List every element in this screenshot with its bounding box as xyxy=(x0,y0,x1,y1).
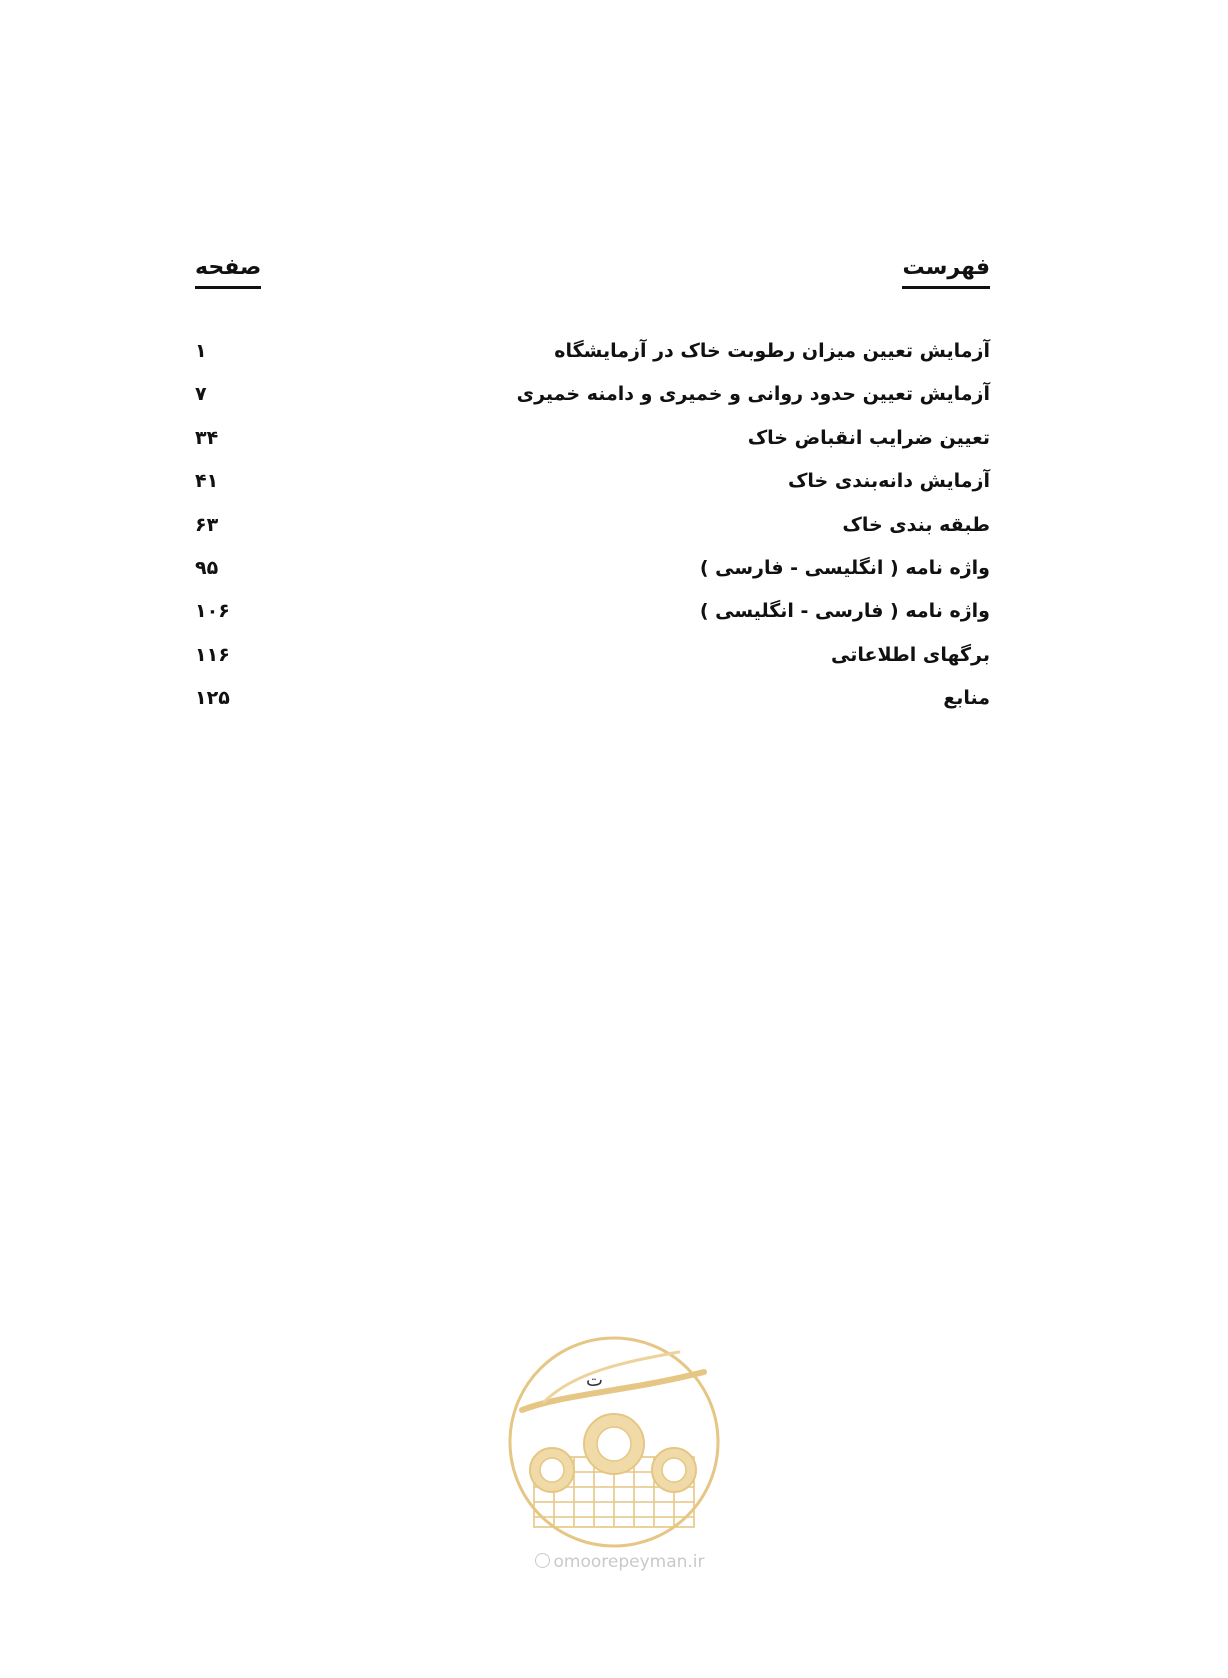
toc-entry-page: ۳۴ xyxy=(195,426,219,449)
page-number-letter: ت xyxy=(586,1370,603,1391)
toc-entry-title: برگهای اطلاعاتی xyxy=(830,643,990,666)
toc-entry-title: واژه نامه ( انگلیسی - فارسی ) xyxy=(699,556,990,579)
toc-row[interactable] xyxy=(195,340,990,383)
toc-row[interactable] xyxy=(195,687,990,730)
toc-row[interactable] xyxy=(195,557,990,600)
toc-entry-title: واژه نامه ( فارسی - انگلیسی ) xyxy=(699,600,990,623)
toc-entry-page: ۱۱۶ xyxy=(195,643,230,666)
toc-entry-title: آزمایش تعیین حدود روانی و خمیری و دامنه خمیری xyxy=(516,383,990,406)
toc-entry-page: ۷ xyxy=(195,383,207,406)
toc-row[interactable] xyxy=(195,644,990,687)
toc-entry-page: ۴۱ xyxy=(195,470,219,493)
toc-heading: فهرست xyxy=(902,255,990,289)
globe-icon xyxy=(535,1553,550,1568)
toc-row[interactable] xyxy=(195,427,990,470)
table-of-contents xyxy=(195,340,990,731)
toc-entry-page: ۱۲۵ xyxy=(195,687,230,710)
toc-row[interactable] xyxy=(195,470,990,513)
toc-entry-page: ۹۵ xyxy=(195,556,219,579)
toc-entry-title: منابع xyxy=(943,687,990,710)
toc-row[interactable] xyxy=(195,600,990,643)
toc-entry-page: ۱۰۶ xyxy=(195,600,230,623)
toc-entry-title: آزمایش دانه‌بندی خاک xyxy=(787,470,990,493)
watermark-url xyxy=(520,1552,720,1572)
toc-row[interactable] xyxy=(195,383,990,426)
toc-entry-title: آزمایش تعیین میزان رطوبت خاک در آزمایشگاه xyxy=(554,340,990,362)
toc-entry-title: طبقه بندی خاک xyxy=(842,513,990,536)
toc-row[interactable] xyxy=(195,514,990,557)
page-column-heading: صفحه xyxy=(195,255,261,289)
toc-entry-page: ۱ xyxy=(195,340,207,362)
watermark-logo-icon xyxy=(504,1332,724,1552)
toc-entry-page: ۶۳ xyxy=(195,513,219,536)
toc-entry-title: تعیین ضرایب انقباض خاک xyxy=(747,426,990,449)
watermark-url-text: omoorepeyman.ir xyxy=(553,1552,705,1572)
